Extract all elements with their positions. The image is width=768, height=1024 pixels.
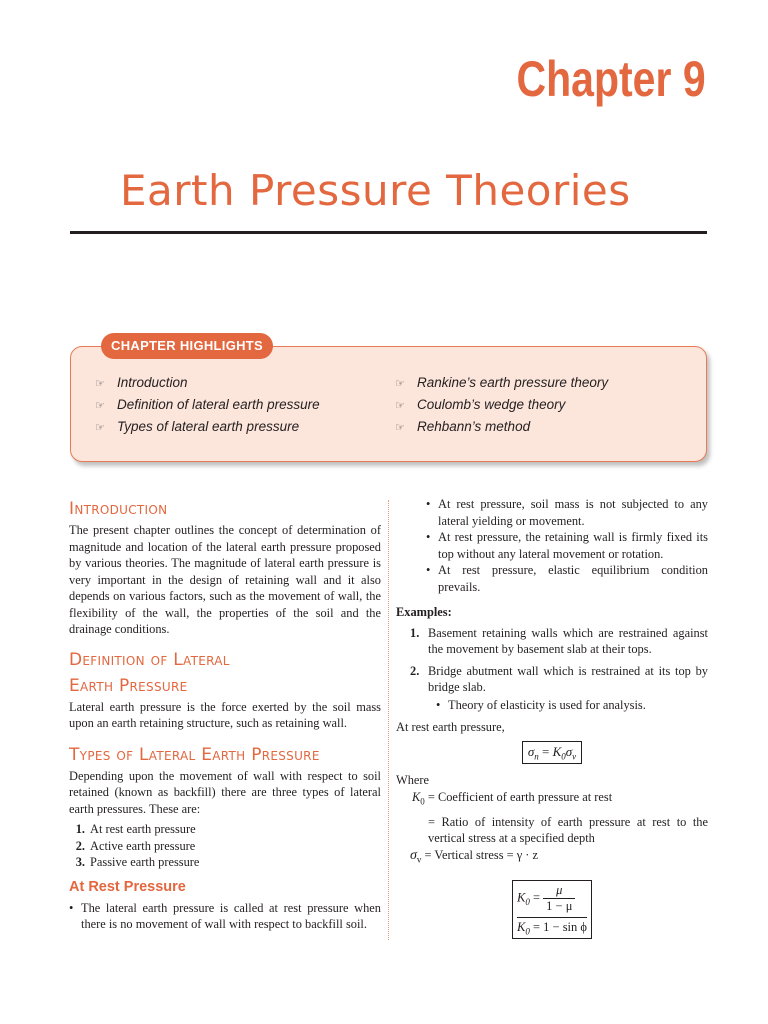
- sigma-v-definition: $\sigma_v$ = Vertical stress = γ · z: [410, 847, 539, 865]
- highlight-item: ☞ Rehbann’s method: [395, 416, 608, 438]
- types-text: Depending upon the movement of wall with respect to soil retained (known as backfill) there are three types of lateral earth pressures. These are:: [69, 768, 381, 816]
- introduction-heading: Introduction: [69, 499, 168, 519]
- boxed-equation: $\sigma_n = K_0\sigma_v$: [522, 741, 582, 765]
- highlight-item: ☞ Introduction: [95, 372, 320, 394]
- types-list: [69, 821, 381, 871]
- equation-1: [396, 741, 708, 765]
- chapter-number: Chapter 9: [516, 51, 706, 107]
- types-heading: Types of Lateral Earth Pressure: [69, 744, 320, 765]
- right-column: [396, 496, 708, 939]
- boxed-equation: [512, 880, 592, 940]
- at-rest-bullet: • The lateral earth pressure is called at rest pressure when there is no movement of wall with respect to backfill soil.: [69, 900, 381, 933]
- highlights-right-column: [395, 372, 608, 438]
- k0-sin-formula: $K_0 = 1 - \sin \phi$: [517, 919, 587, 937]
- list-item: 3. Passive earth pressure: [75, 855, 200, 869]
- equation-2: [396, 880, 708, 940]
- pointing-hand-icon: ☞: [95, 378, 105, 390]
- k0-definition-2: = Ratio of intensity of earth pressure at rest to the vertical stress at a specified depth: [428, 814, 708, 846]
- definition-heading-line1: Definition of Lateral: [69, 649, 230, 670]
- pointing-hand-icon: ☞: [395, 378, 405, 390]
- k0-fraction-formula: $K_0$ = $\frac{\mu}{1 - \mu}$: [517, 883, 587, 918]
- chapter-highlights-tag: CHAPTER HIGHLIGHTS: [101, 333, 273, 359]
- k0-definition: $K_0$ = Coefficient of earth pressure at rest: [412, 789, 613, 807]
- highlight-item: ☞ Rankine’s earth pressure theory: [395, 372, 608, 394]
- formula-intro: At rest earth pressure,: [396, 720, 505, 734]
- highlights-left-column: [95, 372, 320, 438]
- chapter-title: Earth Pressure Theories: [120, 166, 631, 215]
- pointing-hand-icon: ☞: [395, 400, 405, 412]
- highlight-item: ☞ Types of lateral earth pressure: [95, 416, 320, 438]
- example-item: 2. Bridge abutment wall which is restrained at its top by bridge slab.: [410, 663, 708, 694]
- at-rest-bullet: • At rest pressure, the retaining wall is firmly fixed its top without any lateral movement or rotation.: [426, 529, 708, 562]
- highlight-item: ☞ Coulomb’s wedge theory: [395, 394, 608, 416]
- at-rest-bullets: [396, 496, 708, 595]
- highlight-item: ☞ Definition of lateral earth pressure: [95, 394, 320, 416]
- where-label: Where: [396, 773, 430, 788]
- pointing-hand-icon: ☞: [395, 422, 405, 434]
- list-item: 1. At rest earth pressure: [75, 822, 196, 836]
- definition-text: Lateral earth pressure is the force exerted by the soil mass upon an earth retaining structure, such as retaining wall.: [69, 699, 381, 730]
- left-column: [69, 496, 381, 933]
- example-item: 1. Basement retaining walls which are restrained against the movement by basement slab at their tops.: [410, 625, 708, 656]
- pointing-hand-icon: ☞: [95, 422, 105, 434]
- title-rule: [70, 231, 707, 234]
- list-item: 2. Active earth pressure: [75, 838, 196, 853]
- at-rest-heading: At Rest Pressure: [69, 878, 186, 895]
- definition-heading-line2: Earth Pressure: [69, 675, 188, 696]
- at-rest-bullet: • At rest pressure, soil mass is not subjected to any lateral yielding or movement.: [426, 496, 708, 529]
- introduction-text: The present chapter outlines the concept of determination of magnitude and location of the lateral earth pressure proposed by various theories. The magnitude of lateral earth pressure is very important in the design of retaining wall and it also depends on various factors, such as the movement of wall, the flexibility of the wall, the properties of the soil and the drainage conditions.: [69, 523, 381, 636]
- column-divider: [388, 500, 389, 940]
- examples-heading: Examples:: [396, 605, 452, 619]
- pointing-hand-icon: ☞: [95, 400, 105, 412]
- example-sub-bullet: • Theory of elasticity is used for analysis.: [436, 697, 708, 714]
- at-rest-bullet: • At rest pressure, elastic equilibrium condition prevails.: [426, 562, 708, 595]
